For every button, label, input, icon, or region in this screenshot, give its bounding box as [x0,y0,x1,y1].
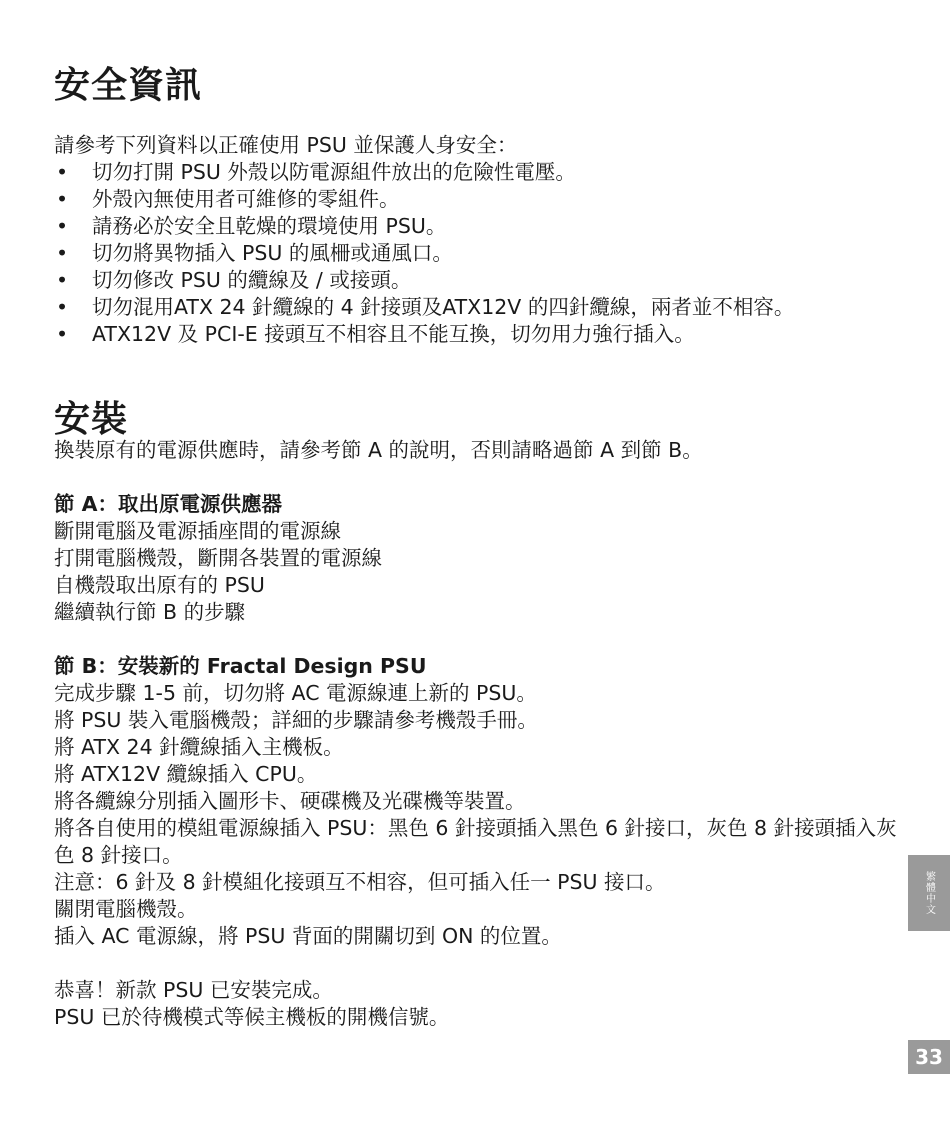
safety-intro: 請參考下列資料以正確使用 PSU 並保護人身安全： [54,133,518,157]
install-title: 安裝 [54,399,129,440]
bullet-icon: • [56,295,69,319]
section-b-step: 完成步驟 1-5 前，切勿將 AC 電源線連上新的 PSU。 [54,681,537,705]
install-section [54,437,914,1031]
list-item: • 切勿修改 PSU 的纜線及 / 或接頭。 [56,268,412,292]
section-a-step: 斷開電腦及電源插座間的電源線 [54,519,341,543]
bullet-icon: • [56,160,69,184]
section-b-step: 插入 AC 電源線，將 PSU 背面的開關切到 ON 的位置。 [54,924,562,948]
list-item: • 請務必於安全且乾燥的環境使用 PSU。 [56,214,447,238]
language-label: 繁體中文 [923,871,935,915]
section-a-step: 自機殼取出原有的 PSU [54,573,265,597]
section-b-step: 將各自使用的模組電源線插入 PSU：黑色 6 針接頭插入黑色 6 針接口，灰色 8 針接頭插入灰色 8 針接口。 [54,816,897,867]
language-tab [908,855,950,931]
section-b-step: 將 PSU 裝入電腦機殼；詳細的步驟請參考機殼手冊。 [54,708,538,732]
section-b-heading: 節 B：安裝新的 Fractal Design PSU [54,654,427,678]
install-intro: 換裝原有的電源供應時，請參考節 A 的說明，否則請略過節 A 到節 B。 [54,438,703,462]
section-a-step: 打開電腦機殼，斷開各裝置的電源線 [54,546,382,570]
section-a-step: 繼續執行節 B 的步驟 [54,600,246,624]
list-item: • 切勿打開 PSU 外殼以防電源組件放出的危險性電壓。 [56,160,576,184]
safety-bullet-list [54,159,914,348]
list-item: • 切勿將異物插入 PSU 的風柵或通風口。 [56,241,453,265]
list-item: • ATX12V 及 PCI-E 接頭互不相容且不能互換，切勿用力強行插入。 [56,322,695,346]
bullet-icon: • [56,241,69,265]
section-b-step: 將 ATX 24 針纜線插入主機板。 [54,735,344,759]
section-b-step: 關閉電腦機殼。 [54,897,198,921]
section-b-step: 注意：6 針及 8 針模組化接頭互不相容，但可插入任一 PSU 接口。 [54,870,666,894]
closing-line: 恭喜！新款 PSU 已安裝完成。 [54,978,333,1002]
bullet-icon: • [56,187,69,211]
section-a-heading: 節 A：取出原電源供應器 [54,492,283,516]
bullet-icon: • [56,214,69,238]
closing-line: PSU 已於待機模式等候主機板的開機信號。 [54,1005,450,1029]
safety-section [54,132,914,348]
section-b-step: 將各纜線分別插入圖形卡、硬碟機及光碟機等裝置。 [54,789,526,813]
section-b-step: 將 ATX12V 纜線插入 CPU。 [54,762,318,786]
list-item: • 切勿混用ATX 24 針纜線的 4 針接頭及ATX12V 的四針纜線，兩者並不相容。 [56,295,795,319]
bullet-icon: • [56,268,69,292]
safety-title: 安全資訊 [54,65,203,106]
list-item: • 外殼內無使用者可維修的零組件。 [56,187,400,211]
bullet-icon: • [56,322,69,346]
page-number: 33 [908,1040,950,1074]
